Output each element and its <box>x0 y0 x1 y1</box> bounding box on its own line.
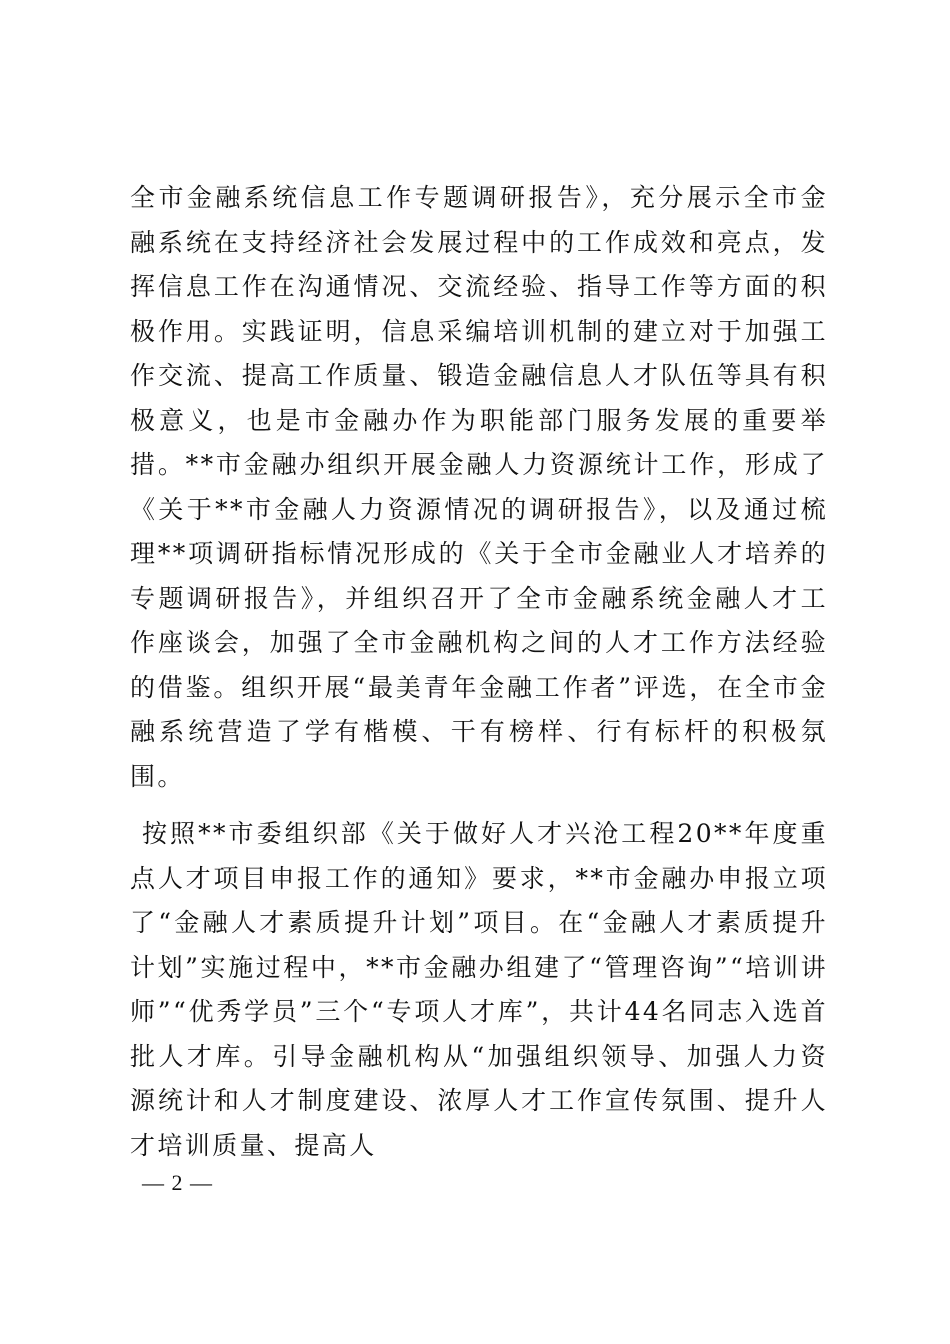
page-number: — 2 — <box>142 1170 213 1195</box>
body-paragraph-2: 按照**市委组织部《关于做好人才兴沧工程20**年度重点人才项目申报工作的通知》要求，**市金融办申报立项了“金融人才素质提升计划”项目。在“金融人才素质提升计划”实施过程中，**市金融办组建了“管理咨询”“培训讲师”“优秀学员”三个“专项人才库”，共计44名同志入选首批人才库。引导金融机构从“加强组织领导、加强人力资源统计和人才制度建设、浓厚人才工作宣传氛围、提升人才培训质量、提高人 <box>130 819 828 1160</box>
body-paragraph-1: 全市金融系统信息工作专题调研报告》，充分展示全市金融系统在支持经济社会发展过程中的工作成效和亮点，发挥信息工作在沟通情况、交流经验、指导工作等方面的积极作用。实践证明，信息采编培训机制的建立对于加强工作交流、提高工作质量、锻造金融信息人才队伍等具有积极意义，也是市金融办作为职能部门服务发展的重要举措。**市金融办组织开展金融人力资源统计工作，形成了《关于**市金融人力资源情况的调研报告》，以及通过梳理**项调研指标情况形成的《关于全市金融业人才培养的专题调研报告》，并组织召开了全市金融系统金融人才工作座谈会，加强了全市金融机构之间的人才工作方法经验的借鉴。组织开展“最美青年金融工作者”评选，在全市金融系统营造了学有楷模、干有榜样、行有标杆的积极氛围。 <box>130 183 828 791</box>
